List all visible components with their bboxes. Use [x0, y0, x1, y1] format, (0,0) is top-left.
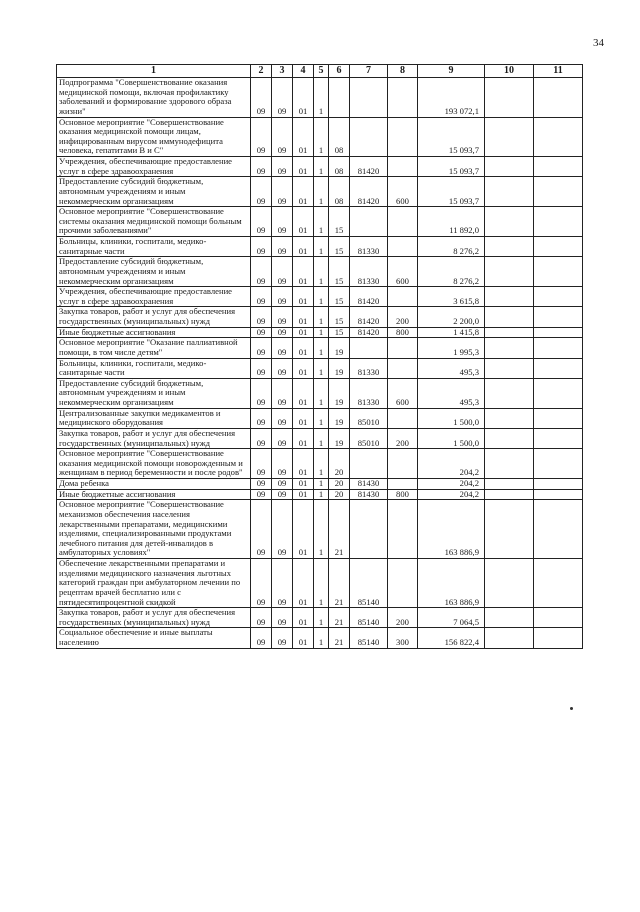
expense-type-cell: 600: [388, 378, 418, 408]
empty-cell: [534, 257, 583, 287]
table-row: [57, 117, 583, 157]
program-code-cell: 01: [293, 157, 314, 177]
program-code-cell: 01: [293, 449, 314, 479]
subprogram-code-cell: 1: [314, 287, 329, 307]
item-name-cell: Централизованные закупки медикаментов и медицинского оборудования: [57, 408, 251, 428]
empty-cell: [485, 559, 534, 608]
subsection-code-cell: 09: [272, 207, 293, 237]
subsection-code-cell: 09: [272, 78, 293, 118]
expense-type-cell: [388, 78, 418, 118]
subsection-code-cell: 09: [272, 608, 293, 628]
direction-code-cell: 85010: [350, 428, 388, 448]
section-code-cell: 09: [251, 489, 272, 500]
empty-cell: [534, 307, 583, 327]
expense-type-cell: 200: [388, 307, 418, 327]
event-code-cell: 19: [329, 358, 350, 378]
empty-cell: [534, 338, 583, 358]
empty-cell: [534, 237, 583, 257]
table-row: [57, 287, 583, 307]
empty-cell: [485, 500, 534, 559]
program-code-cell: 01: [293, 287, 314, 307]
item-name-cell: Основное мероприятие "Совершенствование системы оказания медицинской помощи больным прочими заболеваниями": [57, 207, 251, 237]
empty-cell: [534, 500, 583, 559]
empty-cell: [485, 157, 534, 177]
empty-cell: [485, 78, 534, 118]
header-cell: 9: [418, 65, 485, 78]
direction-code-cell: 81430: [350, 479, 388, 490]
subsection-code-cell: 09: [272, 338, 293, 358]
item-name-cell: Предоставление субсидий бюджетным, автономным учреждениям и иным некоммерческим организациям: [57, 257, 251, 287]
expense-type-cell: [388, 157, 418, 177]
program-code-cell: 01: [293, 237, 314, 257]
section-code-cell: 09: [251, 500, 272, 559]
item-name-cell: Закупка товаров, работ и услуг для обеспечения государственных (муниципальных) нужд: [57, 307, 251, 327]
direction-code-cell: 85140: [350, 608, 388, 628]
direction-code-cell: 81430: [350, 489, 388, 500]
section-code-cell: 09: [251, 157, 272, 177]
item-name-cell: Больницы, клиники, госпитали, медико-санитарные части: [57, 358, 251, 378]
empty-cell: [485, 207, 534, 237]
program-code-cell: 01: [293, 207, 314, 237]
empty-cell: [534, 489, 583, 500]
amount-cell: 15 093,7: [418, 117, 485, 157]
section-code-cell: 09: [251, 287, 272, 307]
amount-cell: 156 822,4: [418, 628, 485, 648]
section-code-cell: 09: [251, 449, 272, 479]
direction-code-cell: 81420: [350, 327, 388, 338]
event-code-cell: 08: [329, 157, 350, 177]
program-code-cell: 01: [293, 338, 314, 358]
event-code-cell: 15: [329, 257, 350, 287]
section-code-cell: 09: [251, 257, 272, 287]
empty-cell: [485, 257, 534, 287]
empty-cell: [534, 559, 583, 608]
expense-type-cell: 200: [388, 608, 418, 628]
program-code-cell: 01: [293, 378, 314, 408]
header-cell: 10: [485, 65, 534, 78]
event-code-cell: 15: [329, 307, 350, 327]
program-code-cell: 01: [293, 628, 314, 648]
subsection-code-cell: 09: [272, 449, 293, 479]
expense-type-cell: [388, 117, 418, 157]
item-name-cell: Основное мероприятие "Совершенствование механизмов обеспечения населения лекарственными препаратами, медицинскими изделиями, специализированными продуктами лечебного питания для детей-инвалидов в амбулаторных условиях": [57, 500, 251, 559]
section-code-cell: 09: [251, 559, 272, 608]
expense-type-cell: [388, 207, 418, 237]
expense-type-cell: [388, 500, 418, 559]
header-cell: 3: [272, 65, 293, 78]
table-row: [57, 489, 583, 500]
amount-cell: 495,3: [418, 358, 485, 378]
table-row: [57, 500, 583, 559]
subprogram-code-cell: 1: [314, 207, 329, 237]
event-code-cell: 15: [329, 237, 350, 257]
empty-cell: [485, 408, 534, 428]
empty-cell: [534, 157, 583, 177]
empty-cell: [485, 479, 534, 490]
direction-code-cell: 81420: [350, 307, 388, 327]
program-code-cell: 01: [293, 608, 314, 628]
amount-cell: 204,2: [418, 489, 485, 500]
expense-type-cell: [388, 358, 418, 378]
subsection-code-cell: 09: [272, 177, 293, 207]
subprogram-code-cell: 1: [314, 378, 329, 408]
amount-cell: 3 615,8: [418, 287, 485, 307]
section-code-cell: 09: [251, 479, 272, 490]
header-cell: 1: [57, 65, 251, 78]
subprogram-code-cell: 1: [314, 237, 329, 257]
empty-cell: [534, 177, 583, 207]
direction-code-cell: [350, 117, 388, 157]
empty-cell: [485, 608, 534, 628]
subsection-code-cell: 09: [272, 358, 293, 378]
event-code-cell: 15: [329, 287, 350, 307]
table-row: [57, 479, 583, 490]
amount-cell: 8 276,2: [418, 257, 485, 287]
subprogram-code-cell: 1: [314, 408, 329, 428]
section-code-cell: 09: [251, 307, 272, 327]
empty-cell: [485, 287, 534, 307]
program-code-cell: 01: [293, 358, 314, 378]
empty-cell: [485, 237, 534, 257]
header-cell: 6: [329, 65, 350, 78]
expense-type-cell: [388, 237, 418, 257]
expense-type-cell: 300: [388, 628, 418, 648]
subprogram-code-cell: 1: [314, 78, 329, 118]
empty-cell: [534, 628, 583, 648]
section-code-cell: 09: [251, 78, 272, 118]
table-row: [57, 207, 583, 237]
expense-type-cell: 800: [388, 489, 418, 500]
event-code-cell: 15: [329, 207, 350, 237]
direction-code-cell: 81330: [350, 358, 388, 378]
table-row: [57, 307, 583, 327]
amount-cell: 15 093,7: [418, 177, 485, 207]
table-row: [57, 177, 583, 207]
section-code-cell: 09: [251, 117, 272, 157]
subprogram-code-cell: 1: [314, 449, 329, 479]
subsection-code-cell: 09: [272, 307, 293, 327]
section-code-cell: 09: [251, 358, 272, 378]
program-code-cell: 01: [293, 177, 314, 207]
subsection-code-cell: 09: [272, 428, 293, 448]
table-body: [57, 78, 583, 649]
subprogram-code-cell: 1: [314, 257, 329, 287]
table-row: [57, 408, 583, 428]
header-cell: 11: [534, 65, 583, 78]
event-code-cell: 08: [329, 117, 350, 157]
direction-code-cell: [350, 78, 388, 118]
amount-cell: 204,2: [418, 479, 485, 490]
empty-cell: [534, 117, 583, 157]
table-row: [57, 157, 583, 177]
header-cell: 5: [314, 65, 329, 78]
subprogram-code-cell: 1: [314, 327, 329, 338]
event-code-cell: 21: [329, 559, 350, 608]
empty-cell: [534, 608, 583, 628]
empty-cell: [485, 489, 534, 500]
event-code-cell: [329, 78, 350, 118]
event-code-cell: 08: [329, 177, 350, 207]
empty-cell: [485, 358, 534, 378]
expense-type-cell: [388, 449, 418, 479]
subsection-code-cell: 09: [272, 157, 293, 177]
subsection-code-cell: 09: [272, 628, 293, 648]
empty-cell: [534, 479, 583, 490]
expense-type-cell: 600: [388, 257, 418, 287]
header-cell: 2: [251, 65, 272, 78]
amount-cell: 204,2: [418, 449, 485, 479]
subprogram-code-cell: 1: [314, 500, 329, 559]
section-code-cell: 09: [251, 608, 272, 628]
item-name-cell: Больницы, клиники, госпитали, медико-санитарные части: [57, 237, 251, 257]
table-row: [57, 628, 583, 648]
table-row: [57, 358, 583, 378]
event-code-cell: 19: [329, 408, 350, 428]
item-name-cell: Иные бюджетные ассигнования: [57, 489, 251, 500]
direction-code-cell: 81420: [350, 157, 388, 177]
program-code-cell: 01: [293, 500, 314, 559]
direction-code-cell: [350, 207, 388, 237]
table-row: [57, 378, 583, 408]
event-code-cell: 19: [329, 338, 350, 358]
subprogram-code-cell: 1: [314, 157, 329, 177]
item-name-cell: Основное мероприятие "Оказание паллиативной помощи, в том числе детям": [57, 338, 251, 358]
program-code-cell: 01: [293, 428, 314, 448]
subprogram-code-cell: 1: [314, 628, 329, 648]
header-cell: 7: [350, 65, 388, 78]
section-code-cell: 09: [251, 628, 272, 648]
table-row: [57, 338, 583, 358]
empty-cell: [534, 378, 583, 408]
subsection-code-cell: 09: [272, 327, 293, 338]
program-code-cell: 01: [293, 78, 314, 118]
table-row: [57, 257, 583, 287]
section-code-cell: 09: [251, 428, 272, 448]
subsection-code-cell: 09: [272, 237, 293, 257]
table-header: [57, 65, 583, 78]
event-code-cell: 21: [329, 500, 350, 559]
empty-cell: [534, 327, 583, 338]
event-code-cell: 20: [329, 489, 350, 500]
empty-cell: [485, 338, 534, 358]
item-name-cell: Основное мероприятие "Совершенствование оказания медицинской помощи лицам, инфицированным вирусом иммунодефицита человека, гепатитами В и С": [57, 117, 251, 157]
item-name-cell: Закупка товаров, работ и услуг для обеспечения государственных (муниципальных) нужд: [57, 608, 251, 628]
event-code-cell: 21: [329, 628, 350, 648]
subsection-code-cell: 09: [272, 489, 293, 500]
item-name-cell: Подпрограмма "Совершенствование оказания медицинской помощи, включая профилактику заболеваний и формирование здорового образа жизни": [57, 78, 251, 118]
program-code-cell: 01: [293, 327, 314, 338]
subsection-code-cell: 09: [272, 479, 293, 490]
item-name-cell: Дома ребенка: [57, 479, 251, 490]
table-row: [57, 608, 583, 628]
program-code-cell: 01: [293, 257, 314, 287]
subsection-code-cell: 09: [272, 117, 293, 157]
empty-cell: [485, 628, 534, 648]
subprogram-code-cell: 1: [314, 338, 329, 358]
amount-cell: 193 072,1: [418, 78, 485, 118]
direction-code-cell: 81330: [350, 378, 388, 408]
subprogram-code-cell: 1: [314, 559, 329, 608]
empty-cell: [485, 177, 534, 207]
item-name-cell: Предоставление субсидий бюджетным, автономным учреждениям и иным некоммерческим организациям: [57, 378, 251, 408]
amount-cell: 1 500,0: [418, 408, 485, 428]
direction-code-cell: 85010: [350, 408, 388, 428]
expense-type-cell: [388, 559, 418, 608]
amount-cell: 11 892,0: [418, 207, 485, 237]
header-cell: 4: [293, 65, 314, 78]
subsection-code-cell: 09: [272, 287, 293, 307]
amount-cell: 163 886,9: [418, 500, 485, 559]
item-name-cell: Иные бюджетные ассигнования: [57, 327, 251, 338]
subprogram-code-cell: 1: [314, 608, 329, 628]
subprogram-code-cell: 1: [314, 489, 329, 500]
subprogram-code-cell: 1: [314, 117, 329, 157]
section-code-cell: 09: [251, 207, 272, 237]
direction-code-cell: [350, 449, 388, 479]
event-code-cell: 15: [329, 327, 350, 338]
amount-cell: 1 415,8: [418, 327, 485, 338]
section-code-cell: 09: [251, 327, 272, 338]
item-name-cell: Учреждения, обеспечивающие предоставление услуг в сфере здравоохранения: [57, 287, 251, 307]
header-cell: 8: [388, 65, 418, 78]
empty-cell: [534, 287, 583, 307]
event-code-cell: 20: [329, 449, 350, 479]
amount-cell: 1 500,0: [418, 428, 485, 448]
table-row: [57, 449, 583, 479]
direction-code-cell: 81420: [350, 287, 388, 307]
amount-cell: 15 093,7: [418, 157, 485, 177]
section-code-cell: 09: [251, 378, 272, 408]
section-code-cell: 09: [251, 338, 272, 358]
empty-cell: [485, 117, 534, 157]
item-name-cell: Основное мероприятие "Совершенствование оказания медицинской помощи новорожденным и женщинам в период беременности и после родов": [57, 449, 251, 479]
subprogram-code-cell: 1: [314, 307, 329, 327]
event-code-cell: 19: [329, 428, 350, 448]
empty-cell: [485, 307, 534, 327]
empty-cell: [534, 358, 583, 378]
program-code-cell: 01: [293, 559, 314, 608]
program-code-cell: 01: [293, 117, 314, 157]
program-code-cell: 01: [293, 408, 314, 428]
subsection-code-cell: 09: [272, 500, 293, 559]
empty-cell: [485, 449, 534, 479]
item-name-cell: Обеспечение лекарственными препаратами и изделиями медицинского назначения льготных категорий граждан при амбулаторном лечении по рецептам врачей бесплатно или с пятидесятипроцентной скидкой: [57, 559, 251, 608]
amount-cell: 1 995,3: [418, 338, 485, 358]
empty-cell: [485, 428, 534, 448]
empty-cell: [534, 408, 583, 428]
expense-type-cell: [388, 287, 418, 307]
direction-code-cell: 81420: [350, 177, 388, 207]
table-row: [57, 428, 583, 448]
subsection-code-cell: 09: [272, 559, 293, 608]
expense-type-cell: 800: [388, 327, 418, 338]
subprogram-code-cell: 1: [314, 428, 329, 448]
item-name-cell: Закупка товаров, работ и услуг для обеспечения государственных (муниципальных) нужд: [57, 428, 251, 448]
amount-cell: 7 064,5: [418, 608, 485, 628]
expense-type-cell: [388, 338, 418, 358]
item-name-cell: Социальное обеспечение и иные выплаты населению: [57, 628, 251, 648]
expense-type-cell: 200: [388, 428, 418, 448]
expense-type-cell: [388, 408, 418, 428]
subsection-code-cell: 09: [272, 408, 293, 428]
table-row: [57, 327, 583, 338]
item-name-cell: Учреждения, обеспечивающие предоставление услуг в сфере здравоохранения: [57, 157, 251, 177]
budget-table: [56, 64, 583, 649]
empty-cell: [534, 449, 583, 479]
scan-dot: [570, 707, 573, 710]
direction-code-cell: [350, 500, 388, 559]
program-code-cell: 01: [293, 489, 314, 500]
direction-code-cell: [350, 338, 388, 358]
header-row: [57, 65, 583, 78]
direction-code-cell: 81330: [350, 257, 388, 287]
empty-cell: [485, 327, 534, 338]
subprogram-code-cell: 1: [314, 479, 329, 490]
subprogram-code-cell: 1: [314, 177, 329, 207]
empty-cell: [485, 378, 534, 408]
section-code-cell: 09: [251, 177, 272, 207]
direction-code-cell: 85140: [350, 628, 388, 648]
amount-cell: 2 200,0: [418, 307, 485, 327]
direction-code-cell: 81330: [350, 237, 388, 257]
table-row: [57, 237, 583, 257]
amount-cell: 8 276,2: [418, 237, 485, 257]
program-code-cell: 01: [293, 307, 314, 327]
section-code-cell: 09: [251, 408, 272, 428]
expense-type-cell: [388, 479, 418, 490]
amount-cell: 495,3: [418, 378, 485, 408]
amount-cell: 163 886,9: [418, 559, 485, 608]
empty-cell: [534, 207, 583, 237]
empty-cell: [534, 78, 583, 118]
page-number: 34: [593, 37, 604, 49]
event-code-cell: 20: [329, 479, 350, 490]
event-code-cell: 19: [329, 378, 350, 408]
subsection-code-cell: 09: [272, 378, 293, 408]
subsection-code-cell: 09: [272, 257, 293, 287]
section-code-cell: 09: [251, 237, 272, 257]
event-code-cell: 21: [329, 608, 350, 628]
item-name-cell: Предоставление субсидий бюджетным, автономным учреждениям и иным некоммерческим организациям: [57, 177, 251, 207]
program-code-cell: 01: [293, 479, 314, 490]
table-row: [57, 559, 583, 608]
expense-type-cell: 600: [388, 177, 418, 207]
table-row: [57, 78, 583, 118]
subprogram-code-cell: 1: [314, 358, 329, 378]
direction-code-cell: 85140: [350, 559, 388, 608]
empty-cell: [534, 428, 583, 448]
